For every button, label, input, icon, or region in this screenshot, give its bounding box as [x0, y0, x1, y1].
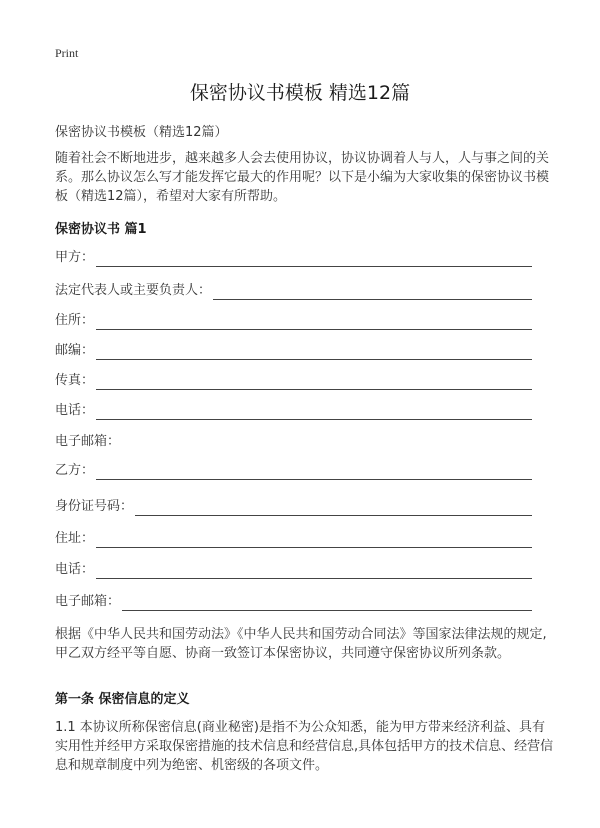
- party-a-postcode-blank-line: [96, 345, 532, 360]
- party-a-email-label: 电子邮箱：: [55, 434, 121, 449]
- article-paragraph: 1.1 本协议所称保密信息(商业秘密)是指不为公众知悉，能为甲方带来经济利益、具有实用性并经甲方采取保密措施的技术信息和经营信息,具体包括甲方的技术信息、经营信息和规章制度中列为绝密、机密级的各项文件。: [55, 720, 554, 773]
- party-b-id-label: 身份证号码：: [55, 499, 134, 514]
- legal-representative-label: 法定代表人或主要负责人：: [55, 283, 212, 298]
- legal-representative-blank-line: [213, 285, 532, 300]
- party-a-fax-blank-line: [96, 375, 532, 390]
- article-heading: 第一条 保密信息的定义: [55, 692, 190, 707]
- party-b-email-label: 电子邮箱：: [55, 594, 121, 609]
- party-a-postcode-label: 邮编：: [55, 343, 95, 358]
- party-a-label: 甲方：: [55, 250, 95, 265]
- party-b-address-blank-line: [96, 533, 532, 548]
- party-b-email-field: [55, 591, 532, 611]
- party-a-fax-label: 传真：: [55, 373, 95, 388]
- legal-basis-paragraph: 根据《中华人民共和国劳动法》《中华人民共和国劳动合同法》等国家法律法规的规定,甲乙双方经平等自愿、协商一致签订本保密协议，共同遵守保密协议所列条款。: [55, 627, 547, 661]
- party-b-phone-label: 电话：: [55, 562, 95, 577]
- party-b-phone-field: [55, 559, 532, 579]
- party-b-field: [55, 460, 532, 480]
- party-b-email-blank-line: [122, 596, 532, 611]
- document-title: 保密协议书模板 精选12篇: [189, 82, 411, 104]
- document-subtitle: 保密协议书模板（精选12篇）: [55, 125, 228, 140]
- party-b-address-label: 住址：: [55, 531, 95, 546]
- party-a-address-label: 住所：: [55, 313, 95, 328]
- section-heading: 保密协议书 篇1: [55, 222, 147, 237]
- party-b-id-blank-line: [135, 501, 532, 516]
- party-a-phone-field: [55, 400, 532, 420]
- party-b-phone-blank-line: [96, 564, 532, 579]
- party-a-field: [55, 247, 532, 267]
- legal-representative-field: [55, 280, 532, 300]
- party-a-postcode-field: [55, 340, 532, 360]
- party-a-blank-line: [96, 252, 532, 267]
- party-a-phone-blank-line: [96, 405, 532, 420]
- intro-paragraph: 随着社会不断地进步，越来越多人会去使用协议，协议协调着人与人，人与事之间的关系。那么协议怎么写才能发挥它最大的作用呢？以下是小编为大家收集的保密协议书模板（精选12篇），希望对大家有所帮助。: [55, 151, 550, 204]
- party-a-email-field: [55, 431, 532, 451]
- party-b-blank-line: [96, 465, 532, 480]
- print-link[interactable]: Print: [55, 46, 79, 60]
- party-b-address-field: [55, 528, 532, 548]
- party-b-label: 乙方：: [55, 463, 95, 478]
- party-a-phone-label: 电话：: [55, 403, 95, 418]
- party-b-id-field: [55, 496, 532, 516]
- party-a-address-blank-line: [96, 315, 532, 330]
- party-a-address-field: [55, 310, 532, 330]
- party-a-fax-field: [55, 370, 532, 390]
